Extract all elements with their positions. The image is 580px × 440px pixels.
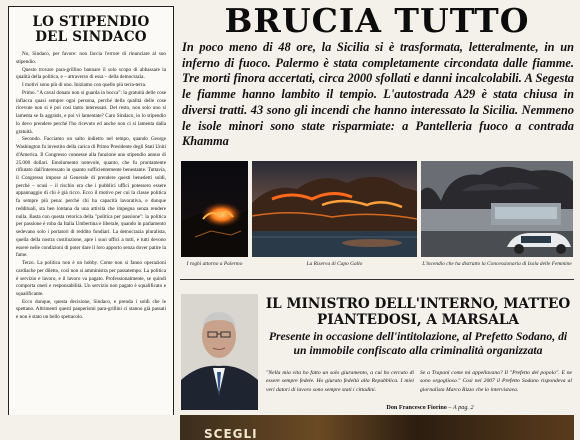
portrait-minister	[181, 294, 258, 410]
byline-page-ref: – A pag. 2	[446, 404, 474, 411]
byline-author: Don Francesco Fiorino	[386, 404, 447, 411]
story-quote-col-1: "Nella mia vita ho fatto un solo giuramento, a cui ho cercato di essere sempre fedele. Ho giurato fedeltà alla Repubblica. I miei veri datori di lavoro sono sempre stati i cittadini.	[266, 370, 414, 393]
story-quote-col-2: Se a Trapani come mi appellavano? Il "Prefetto del popolo". E ne sono orgoglioso." Così nel 2007 il Prefetto Sodano rispondeva al giornalista Marco Rizzo che lo intervistava.	[420, 370, 572, 393]
photo-concessionaria	[421, 161, 573, 257]
main-headline: BRUCIA TUTTO	[224, 1, 530, 40]
editorial-paragraph: Ecco dunque, questa decisione, Sindaco, e prenda i soldi che le spettano. Altrimenti questi pauperismi para-grillini ci stanno già passati e non è stato un bello spettacolo.	[16, 298, 166, 321]
story-subtitle: Presente in occasione dell'intitolazione, al Prefetto Sodano, di un immobile confiscato alla criminalità organizzata	[268, 330, 568, 357]
photo-roghi-palermo	[181, 161, 248, 257]
editorial-paragraph: Terzo. La politica non è un hobby. Come non si fanno operazioni cardiache per diletto, così non si amministra per passatempo. La politica è servizio e lavoro, e il lavoro va pagato. Professionalmente, se quindi comporta oneri e responsabilità. Un servizio non pagato è squalificato e squalificante.	[16, 260, 166, 297]
editorial-paragraph: Secondo. Facciamo un salto indietro nel tempo, quando George Washington fu investito della carica di Primo Presidente degli Stati Uniti d'America. Il Congresso connesse alla funzione uno stipendio annuo di 25.000 dollari. Emolumento notevole, quanto, che fu prontamente rifiutato dall'interessato in quanto sufficientemente benestante. Tuttavia, il Congresso impose al Generale di prendere questi benedetti soldi, perché – scusi – il rischio era che i pubblici uffici potessero essere appannaggio di chi è già ricco. Ecco il motivo per cui la classe politica fa sempre più pena: perché chi ha capacità lavorativa, e dunque reddituali, sta ben lontana da una attività che impegna senza rendere nulla. Basta con questa retorica della "politica per passione": la politica per passione è roba da Italia Umbertina e liberale, quando in parlamento sedevano solo i portatori di reddito fondiari. La democrazia pluralista, quella della nostra costituzione, apre i suoi uffici a tutti, e tutti devono essere nelle condizioni di poter dare il loro apporto senza dover patire la fame.	[16, 136, 166, 259]
editorial-paragraph: Questo trovare para-grillino bannare il solo scopo di abbassare la qualità della politica, e – attraverso di essa – della democrazia.	[16, 66, 166, 81]
editorial-paragraph: Primo. "A caval donato non si guarda in bocca": la gratuità delle cose infiacca quasi sempre ogni persona, perché della qualità delle cose ricevute non si è poi così tanto interessati. Del resto, non solo uno si lamenta se fa aggratis, e poi vi lamentate? Caro Sindaco, io lo stipendio lo devo prendere perché l'ho ricevuto ed anche non ci si lamenta dalla gratuità.	[16, 89, 166, 135]
bottom-ad-banner	[180, 415, 574, 440]
photo-caption: L'incendio che ha distrutto la Concessionaria di Isola delle Femmine	[422, 261, 572, 267]
photo-caption: La Riserva di Capo Gallo	[306, 261, 363, 267]
photo-strip	[181, 161, 573, 271]
editorial-column	[8, 6, 174, 426]
editorial-body	[16, 51, 166, 322]
photo-capo-gallo	[252, 161, 417, 257]
bottom-banner-title: SCEGLI	[204, 427, 258, 440]
story-title: IL MINISTRO DELL'INTERNO, MATTEO PIANTEDOSI, A MARSALA	[265, 296, 571, 328]
photo-caption: I roghi attorno a Palermo	[186, 261, 243, 267]
story-byline	[340, 404, 520, 411]
editorial-paragraph: I motivi sono più di uno. Iniziamo con quello più terra-terra.	[22, 82, 147, 89]
editorial-title: LO STIPENDIO DEL SINDACO	[32, 14, 150, 46]
editorial-paragraph: No, Sindaco, per favore: non faccia l'errore di rinunciare al suo stipendio.	[16, 51, 166, 65]
section-divider	[180, 279, 574, 280]
main-subheadline: In poco meno di 48 ore, la Sicilia si è trasformata, letteralmente, in un inferno di fuoco. Palermo è stata completamente circondata dalle fiamme. Tre morti finora accertati, circa 2000 sfollati e danni incalcolabili. A Segesta le fiamme hanno lambito il tempio. L'autostrada A29 è stata chiusa in diversi tratti. 43 sono gli incendi che hanno interessato la Sicilia. Nemmeno le isole minori sono state risparmiate: a Pantelleria fuoco a contrada Khamma	[182, 40, 574, 149]
